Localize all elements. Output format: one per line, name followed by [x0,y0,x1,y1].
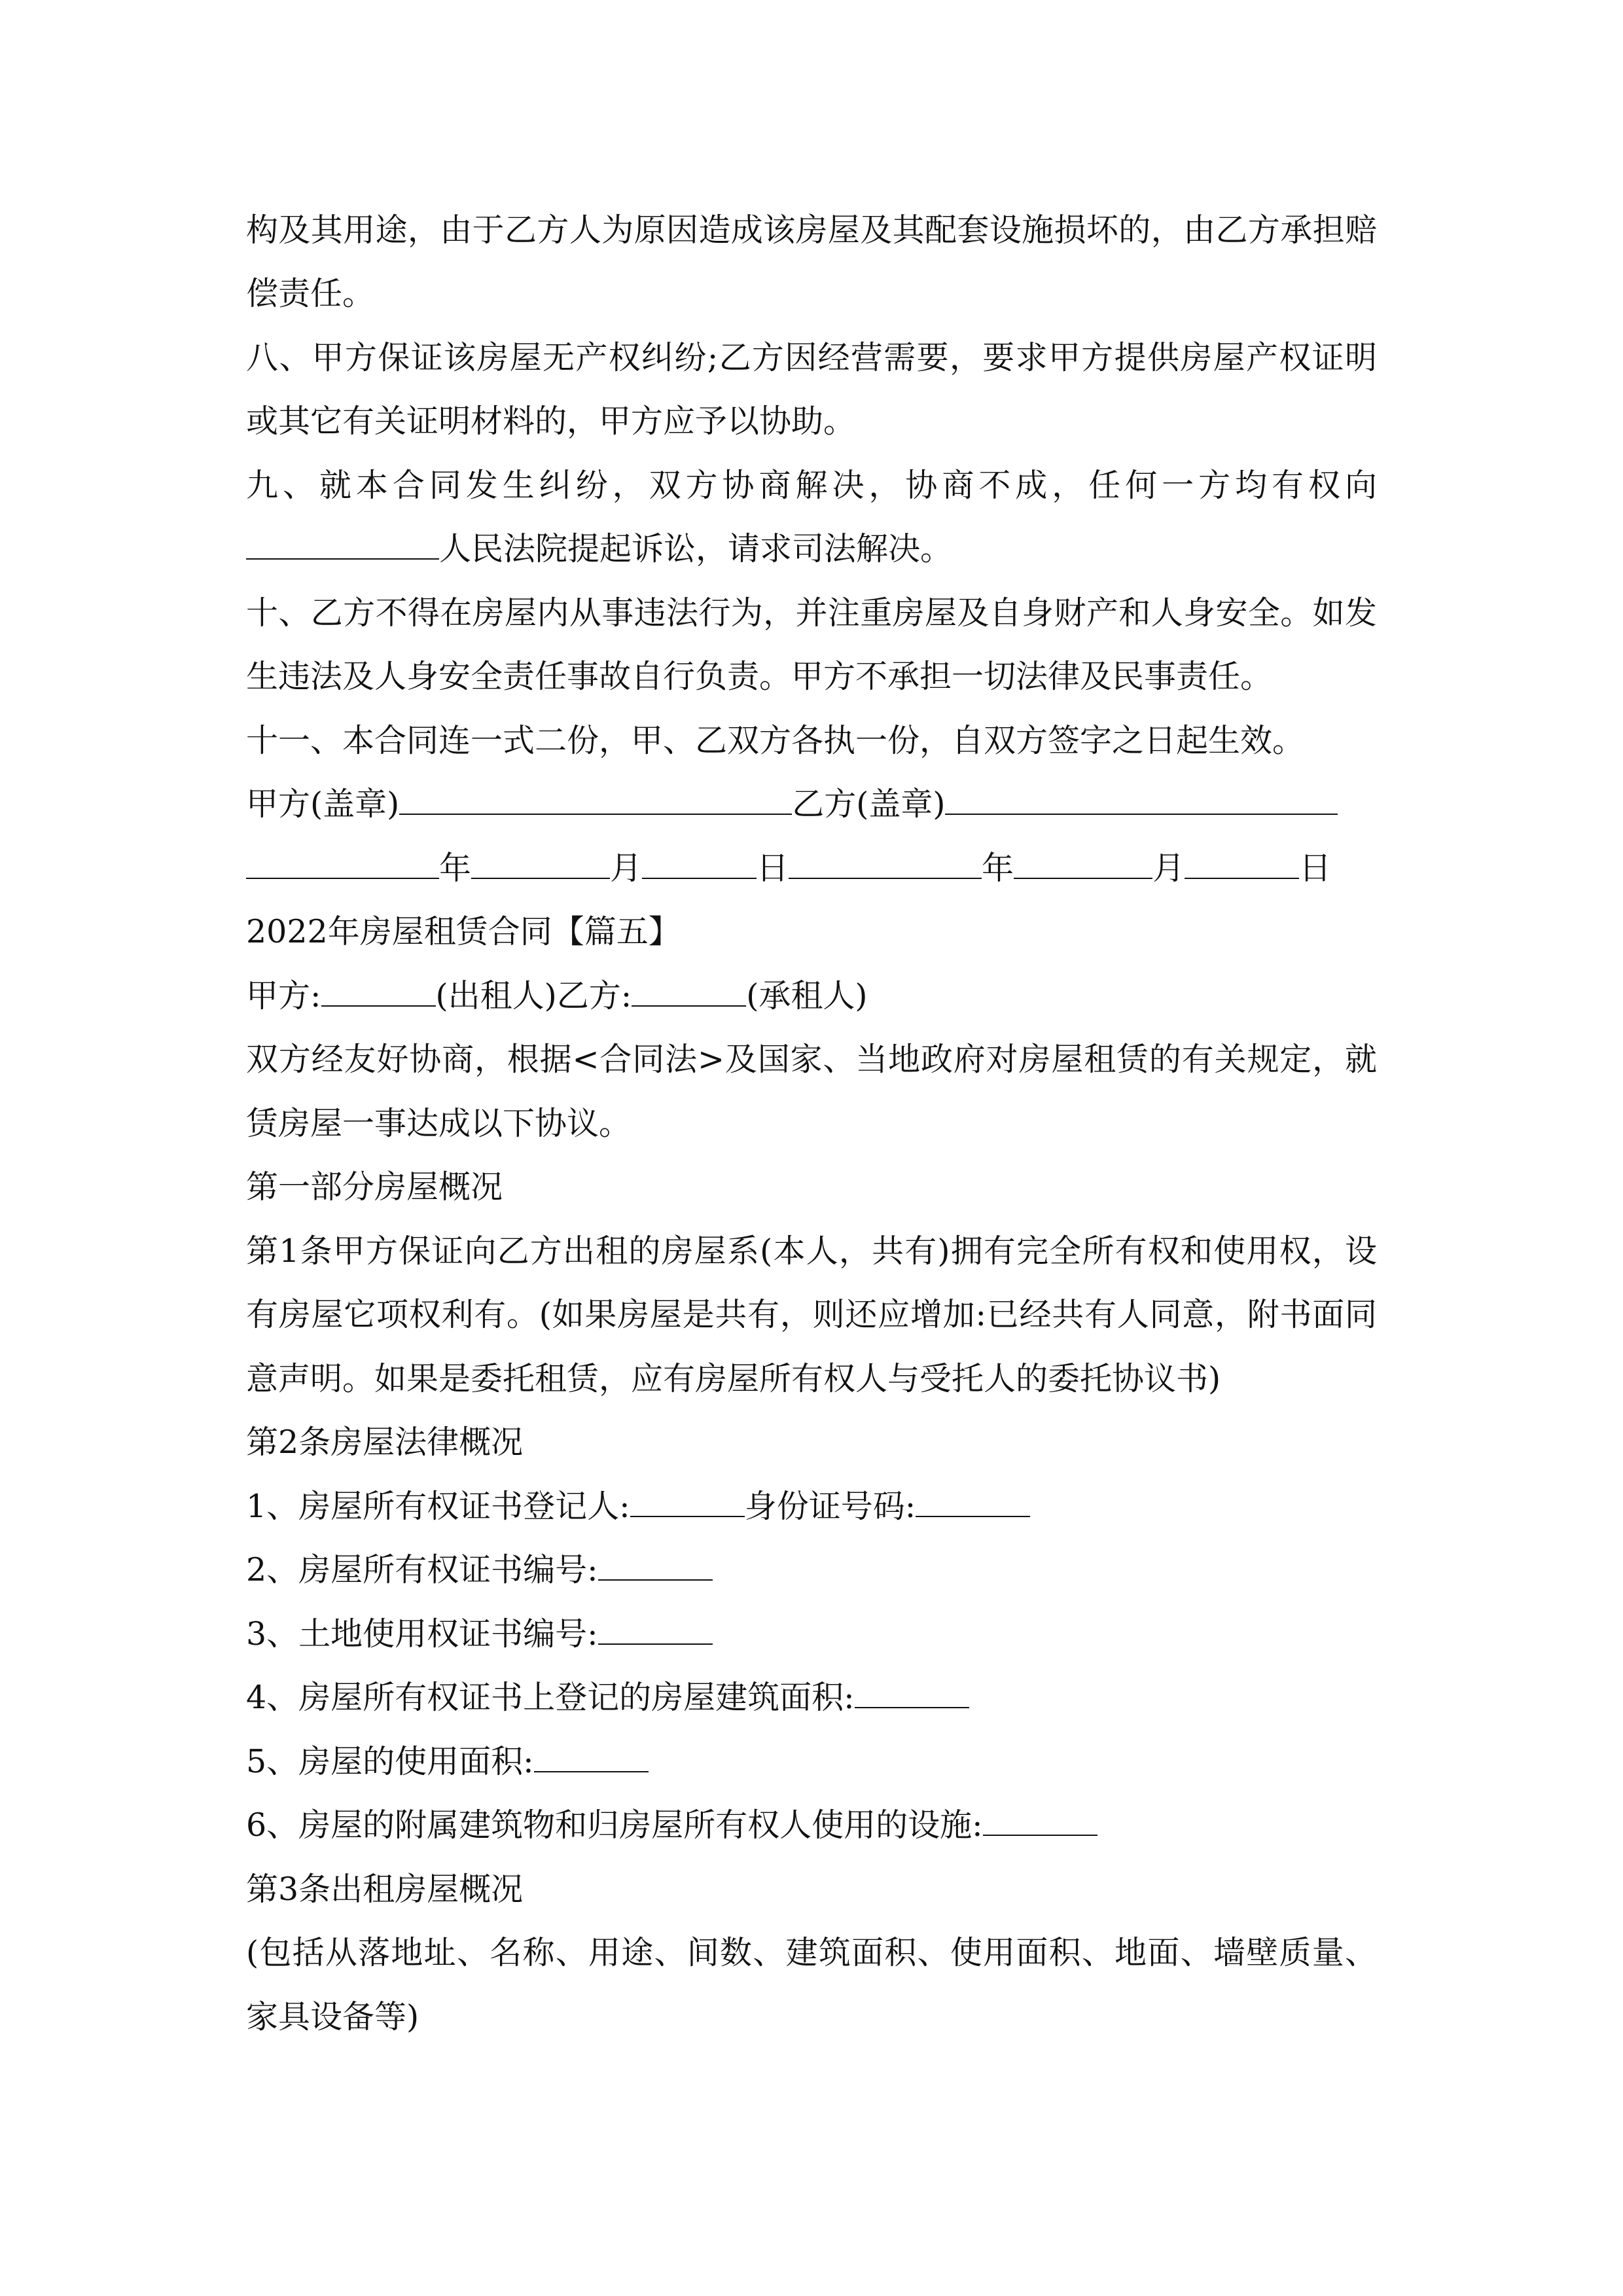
heading: 第一部分房屋概况 [246,1168,503,1206]
parties-line [246,976,868,1016]
text-line: 十、乙方不得在房屋内从事违法行为，并注重房屋及自身财产和人身安全。如发 [246,594,1377,632]
party-a-seal-blank[interactable] [399,785,792,815]
item-label: 2、房屋所有权证书编号: [246,1551,598,1588]
item-label: 4、房屋所有权证书上登记的房屋建筑面积: [246,1679,855,1716]
month-label: 月 [610,850,643,887]
text-line: 有房屋它项权利有。(如果房屋是共有，则还应增加:已经共有人同意，附书面同 [246,1296,1377,1333]
land-certificate-blank[interactable] [598,1615,713,1645]
signature-line [246,784,1338,825]
text-line: 偿责任。 [246,275,375,312]
year-blank[interactable] [789,849,982,879]
item-line [246,1550,713,1590]
year-blank[interactable] [246,849,439,879]
section-title: 2022年房屋租赁合同【篇五】 [246,913,681,950]
party-b-label: 乙方: [556,977,632,1014]
party-a-seal-label: 甲方(盖章) [246,785,400,823]
text-line: 九、就本合同发生纠纷，双方协商解决，协商不成，任何一方均有权向 [246,467,1377,504]
facilities-blank[interactable] [983,1806,1097,1836]
id-number-blank[interactable] [916,1487,1030,1517]
usable-area-blank[interactable] [534,1742,649,1772]
party-b-seal-label: 乙方(盖章) [792,785,946,823]
item-line [246,1805,1097,1846]
item-label: 3、土地使用权证书编号: [246,1615,598,1653]
month-blank[interactable] [1014,849,1152,879]
item-line [246,1742,649,1782]
day-blank[interactable] [1185,849,1299,879]
text: 人民法院提起诉讼，请求司法解决。 [439,530,953,567]
day-blank[interactable] [642,849,757,879]
text-line: 构及其用途，由于乙方人为原因造成该房屋及其配套设施损坏的，由乙方承担赔 [246,211,1377,249]
text-line: (包括从落地址、名称、用途、间数、建筑面积、使用面积、地面、墙壁质量、 [246,1934,1377,1971]
month-blank[interactable] [471,849,610,879]
heading: 第2条房屋法律概况 [246,1424,524,1461]
item-label: 身份证号码: [744,1488,916,1525]
item-line [246,1486,1030,1527]
text-line [246,529,952,569]
item-label: 1、房屋所有权证书登记人: [246,1488,630,1525]
heading: 第3条出租房屋概况 [246,1871,524,1908]
text-line: 家具设备等) [246,1998,419,2036]
party-a-label: 甲方: [246,977,321,1014]
text-line: 赁房屋一事达成以下协议。 [246,1105,632,1142]
text-line: 第1条甲方保证向乙方出租的房屋系(本人，共有)拥有完全所有权和使用权，设 [246,1232,1377,1270]
text-line: 十一、本合同连一式二份，甲、乙双方各执一份，自双方签字之日起生效。 [246,722,1305,759]
item-label: 6、房屋的附属建筑物和归房屋所有权人使用的设施: [246,1806,983,1844]
text-line: 或其它有关证明材料的，甲方应予以协助。 [246,403,856,440]
item-line [246,1614,713,1655]
party-b-role: (承租人) [746,977,868,1014]
date-line [246,848,1331,889]
text-line: 双方经友好协商，根据<合同法>及国家、当地政府对房屋租赁的有关规定，就 [246,1041,1377,1078]
certificate-number-blank[interactable] [598,1551,713,1581]
registrant-blank[interactable] [630,1487,745,1517]
building-area-blank[interactable] [855,1678,969,1708]
item-line [246,1677,969,1718]
year-label: 年 [439,850,472,887]
text-line: 意声明。如果是委托租赁，应有房屋所有权人与受托人的委托协议书) [246,1360,1221,1397]
day-label: 日 [1299,850,1332,887]
party-b-seal-blank[interactable] [945,785,1338,815]
text-line: 生违法及人身安全责任事故自行负责。甲方不承担一切法律及民事责任。 [246,658,1273,695]
party-a-role: (出租人) [435,977,557,1014]
party-a-blank[interactable] [321,977,436,1007]
item-label: 5、房屋的使用面积: [246,1743,534,1780]
day-label: 日 [757,850,789,887]
court-blank[interactable] [246,529,439,560]
text-line: 八、甲方保证该房屋无产权纠纷;乙方因经营需要，要求甲方提供房屋产权证明 [246,339,1377,376]
party-b-blank[interactable] [632,977,746,1007]
month-label: 月 [1152,850,1185,887]
year-label: 年 [982,850,1014,887]
